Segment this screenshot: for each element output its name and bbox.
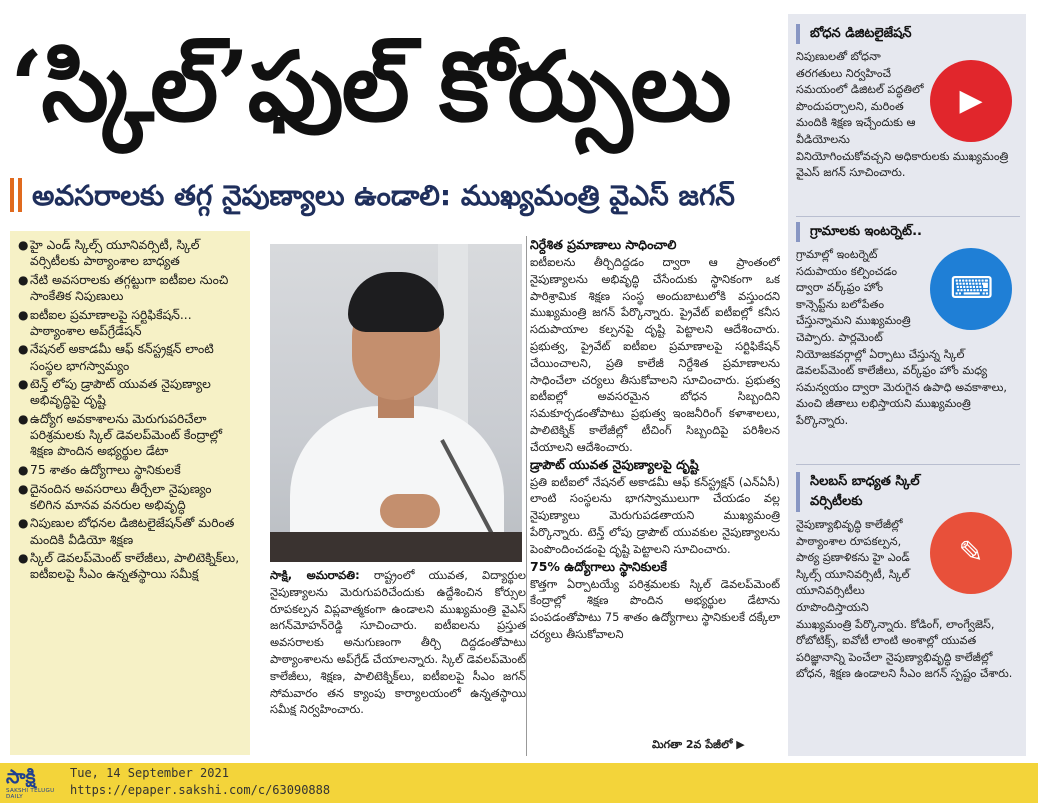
highlight-item: ● ఐటీఐల ప్రమాణాలపై సర్టిఫికేషన్... పాఠ్యాంశాల అప్‌గ్రేడేషన్ xyxy=(18,307,192,338)
highlight-item: ● నేషనల్ అకాడమీ ఆఫ్ కన్‌స్ట్రక్షన్ లాంటి సంస్థల భాగస్వామ్యం xyxy=(18,342,214,373)
subhead-standards: నిర్దేశిత ప్రమాణాలు సాధించాలి xyxy=(530,237,677,252)
highlight-item: ● స్కిల్ డెవలప్‌మెంట్ కాలేజీలు, పాలిటెక్నిక్‌లు, ఐటీఐలపై సీఎం ఉన్నతస్థాయి సమీక్ష xyxy=(18,551,240,582)
article-paragraph: ప్రతి ఐటీఐలో నేషనల్ అకాడమీ ఆఫ్ కన్‌స్ట్రక్షన్ (ఎన్‌ఏసీ) లాంటి సంస్థలను భాగస్వాములుగా చేయడం వల్ల నైపుణ్యాలు మెరుగుపడతాయని ముఖ్యమంత్రి పేర్కొన్నారు. టెన్త్ లోపు డ్రాపౌట్ యువకుల నైపుణ్యాలను పెంపొందించడంపై దృష్టి పెట్టాలని సూచించారు. xyxy=(530,474,780,556)
column-divider xyxy=(526,236,527,756)
bullet-icon: ● xyxy=(18,238,29,252)
sidebar-text: నిపుణులతో బోధనా తరగతులు నిర్వహించే సమయంలో డిజిటల్ పద్ధతిలో పొందుపర్చాలని, మరింత మందికి శిక్షణ ఇచ్చేందుకు ఆ వీడియోలను వినియోగించుకోవచ్చని అధికారులకు ముఖ్యమంత్రి వైఎస్ జగన్ సూచించారు. xyxy=(796,50,1009,180)
bullet-icon: ● xyxy=(18,551,29,566)
highlight-item: ● హై ఎండ్ స్కిల్స్ యూనివర్సిటీ, స్కిల్ వర్సిటీలకు పాఠ్యాంశాల బాధ్యత xyxy=(18,238,200,269)
sidebar-text: నైపుణ్యాభివృద్ధి కాలేజీల్లో పాఠ్యాంశాల రూపకల్పన, పాఠ్య ప్రణాళికను హై ఎండ్ స్కిల్స్ యూనివర్సిటీ, స్కిల్ యూనివర్సిటీలు రూపొందిస్తాయని ముఖ్యమంత్రి పేర్కొన్నారు. కోడింగ్, లాంగ్వేజెస్, రోబోటిక్స్, ఐవోటీ లాంటి అంశాల్లో యువత పరిజ్ఞానాన్ని పెంచేలా నైపుణ్యాభివృద్ధి కాలేజీల్లో బోధన, శిక్షణ ఉండాలని సీఎం జగన్ స్పష్టం చేశారు. xyxy=(796,518,1013,681)
bullet-icon: ● xyxy=(18,377,29,392)
subheadline: అవసరాలకు తగ్గ నైపుణ్యాలు ఉండాలి: ముఖ్యమంత్రి వైఎస్ జగన్ xyxy=(32,179,735,212)
internet-monitor-icon: ⌨ xyxy=(930,248,1012,330)
highlight-item: ● నిపుణుల బోధనల డిజిటలైజేషన్‌తో మరింత మందికి వీడియో శిక్షణ xyxy=(18,516,235,547)
bullet-icon: ● xyxy=(18,481,29,496)
highlight-item: ● 75 శాతం ఉద్యోగాలు స్థానికులకే xyxy=(18,462,181,477)
sidebar-title: బోధన డిజిటలైజేషన్ xyxy=(796,24,1020,44)
sidebar-title: గ్రామాలకు ఇంటర్నెట్.. xyxy=(796,222,1020,242)
sidebar-divider xyxy=(796,464,1020,465)
subhead-dropout: డ్రాపౌట్ యువత నైపుణ్యాలపై దృష్టి xyxy=(530,456,699,472)
article-column xyxy=(530,236,780,756)
article-paragraph: ఐటీఐలను తీర్చిదిద్దడం ద్వారా ఆ ప్రాంతంలో నైపుణ్యాలను అభివృద్ధి చేసేందుకు స్థానికంగా ఒక పారిశ్రామిక శిక్షణ సంస్థ అందుబాటులోకి వస్తుందని ముఖ్యమంత్రి జగన్ పేర్కొన్నారు. ప్రైవేట్ ఐటీఐల్లో కనీస సదుపాయాల కల్పనపై దృష్టి పెట్టాలని ఆదేశించారు. ప్రభుత్వ, ప్రైవేట్ ఐటీఐల ప్రమాణాలపై సర్టిఫికేషన్ చేయించాలని, ప్రతి కాలేజీ నిర్దేశిత ప్రమాణాలను సాధించేలా చర్యలు తీసుకోవాలని సూచించారు. ప్రభుత్వ ఐటీఐల్లో అవసరమైన బోధన సిబ్బందిని సమకూర్చడంతోపాటు ప్రభుత్వ ఇంజనీరింగ్ కళాశాలలు, పాలిటెక్నిక్ కాలేజీల్లో టీచింగ్ సిబ్బందిపై పరిశీలన చేయాలని ఆదేశించారు. xyxy=(530,255,780,454)
footer-url[interactable]: https://epaper.sakshi.com/c/63090888 xyxy=(70,783,331,797)
subhead-local-jobs: 75% ఉద్యోగాలు స్థానికులకే xyxy=(530,558,667,574)
continued-link[interactable]: మిగతా 2వ పేజీలో ▶ xyxy=(652,738,745,751)
bullet-icon: ● xyxy=(18,411,29,426)
sidebar-divider xyxy=(796,216,1020,217)
dateline: సాక్షి, అమరావతి: xyxy=(270,568,360,582)
bullet-icon: ● xyxy=(18,462,29,477)
bullet-icon: ● xyxy=(18,516,29,531)
highlights-box xyxy=(10,231,250,755)
lead-text: రాష్ట్రంలో యువత, విద్యార్థుల నైపుణ్యాలను మెరుగుపరిచేందుకు ఉద్దేశించిన కోర్సుల రూపకల్పన విప్లవాత్మకంగా ఉండాలని ముఖ్యమంత్రి వైఎస్ జగన్‌మోహన్‌రెడ్డి సూచించారు. ఐటీఐలను ప్రస్తుత అవసరాలకు అనుగుణంగా తీర్చి దిద్దడంతోపాటు పాఠ్యాంశాలను అప్‌గ్రేడ్ చేయాలన్నారు. స్కిల్ డెవలప్‌మెంట్ కాలేజీలు, శిక్షణ, పాలిటెక్నిక్‌లు, ఐటీఐలపై సీఎం జగన్ సోమవారం తన క్యాంపు కార్యాలయంలో ఉన్నతస్థాయి సమీక్ష నిర్వహించారు. xyxy=(270,568,526,717)
bullet-icon: ● xyxy=(18,307,29,322)
video-lecture-icon: ▶ xyxy=(930,60,1012,142)
lead-paragraph xyxy=(270,567,526,755)
sakshi-logo: సాక్షి SAKSHI TELUGU DAILY xyxy=(6,766,55,800)
syllabus-books-icon: ✎ xyxy=(930,512,1012,594)
chief-minister-photo xyxy=(270,244,522,562)
bullet-icon: ● xyxy=(18,272,29,287)
highlight-item: ● నేటి అవసరాలకు తగ్గట్టుగా ఐటీఐల నుంచి సాంకేతిక నిపుణులు xyxy=(18,272,229,303)
highlight-item: ● టెన్త్ లోపు డ్రాపౌట్ యువత నైపుణ్యాల అభివృద్ధిపై దృష్టి xyxy=(18,377,211,408)
sidebar-text: గ్రామాల్లో ఇంటర్నెట్ సదుపాయం కల్పించడం ద్వారా వర్క్‌ఫ్రం హోం కాన్సెప్ట్‌ను బలోపేతం చేస్తున్నామని ముఖ్యమంత్రి చెప్పారు. పార్లమెంట్ నియోజకవర్గాల్లో ఏర్పాటు చేస్తున్న స్కిల్ డెవలప్‌మెంట్ కాలేజీలు, వర్క్‌ఫ్రం హోం మధ్య సమన్వయం ద్వారా మెరుగైన ఉపాధి అవకాశాలు, మంచి జీతాలు లభిస్తాయని ముఖ్యమంత్రి పేర్కొన్నారు. xyxy=(796,248,1007,427)
highlight-item: ● దైనందిన అవసరాలు తీర్చేలా నైపుణ్యం కలిగిన మానవ వనరుల అభివృద్ధి xyxy=(18,481,212,512)
footer-date: Tue, 14 September 2021 xyxy=(70,766,229,780)
sidebar-title: సిలబస్ బాధ్యత స్కిల్ వర్సిటీలకు xyxy=(796,472,926,512)
article-paragraph: కొత్తగా ఏర్పాటయ్యే పరిశ్రమలకు స్కిల్ డెవలప్‌మెంట్ కేంద్రాల్లో శిక్షణ పొందిన అభ్యర్థుల డేటాను పంపడంతోపాటు 75 శాతం ఉద్యోగాలు స్థానికులకే దక్కేలా చర్యలు తీసుకోవాలని xyxy=(530,576,780,641)
headline: ‘స్కిల్’ఫుల్ కోర్సులు xyxy=(10,30,730,143)
bullet-icon: ● xyxy=(18,342,29,357)
highlight-item: ● ఉద్యోగ అవకాశాలను మెరుగుపరిచేలా పరిశ్రమలకు స్కిల్ డెవలప్‌మెంట్ కేంద్రాల్లో శిక్షణ పొందిన అభ్యర్థుల డేటా xyxy=(18,411,222,459)
